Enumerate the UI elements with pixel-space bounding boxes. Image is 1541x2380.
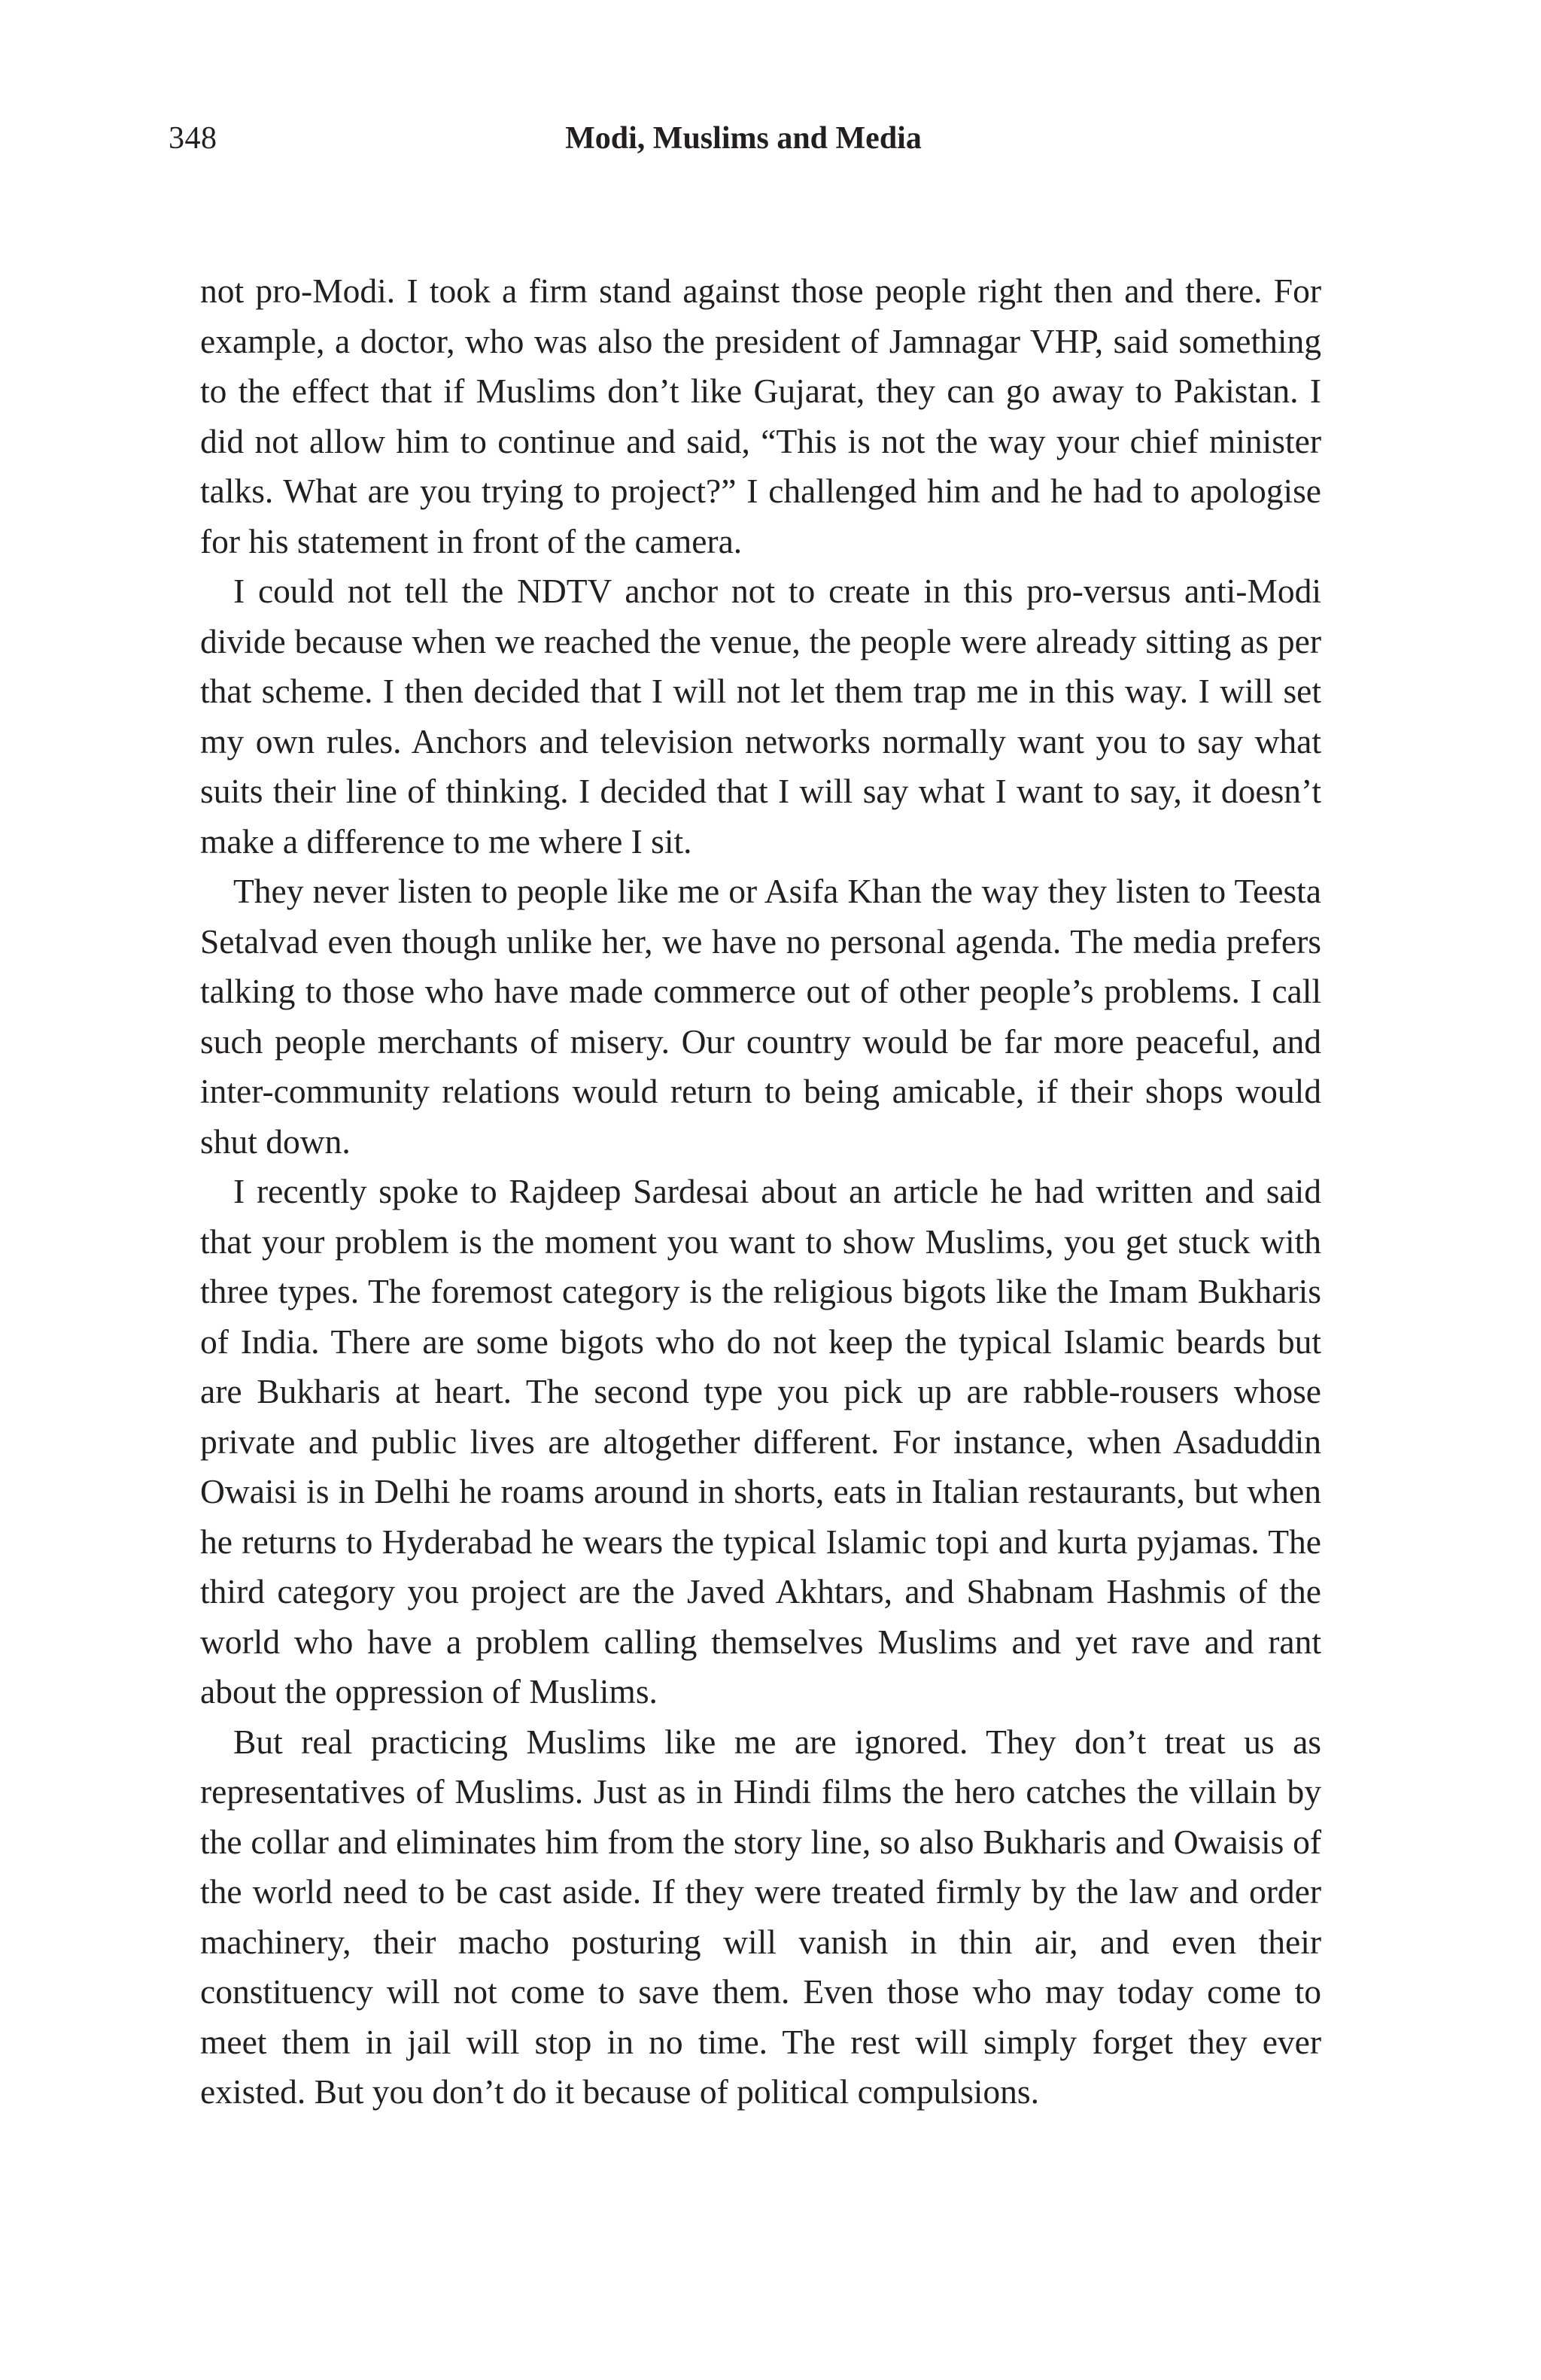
body-text (200, 266, 1321, 2117)
running-head-title: Modi, Muslims and Media (565, 121, 922, 156)
page-number: 348 (169, 121, 217, 156)
paragraph-3: They never listen to people like me or Asifa Khan the way they listen to Teesta Setalvad even though unlike her, we have no personal agenda. The media prefers talking to those who have made commerce out of other people’s problems. I call such people merchants of misery. Our country would be far more peaceful, and inter-community relations would return to being amicable, if their shops would shut down. (200, 872, 1321, 1161)
paragraph-1: not pro-Modi. I took a firm stand against those people right then and there. For example, a doctor, who was also the president of Jamnagar VHP, said something to the effect that if Muslims don’t like Gujarat, they can go away to Pakistan. I did not allow him to continue and said, “This is not the way your chief minister talks. What are you trying to project?” I challenged him and he had to apologise for his statement in front of the camera. (200, 272, 1321, 560)
paragraph-2: I could not tell the NDTV anchor not to create in this pro-versus anti-Modi divide because when we reached the venue, the people were already sitting as per that scheme. I then decided that I will not let them trap me in this way. I will set my own rules. Anchors and television networks normally want you to say what suits their line of thinking. I decided that I will say what I want to say, it doesn’t make a difference to me where I sit. (200, 572, 1321, 861)
paragraph-4: I recently spoke to Rajdeep Sardesai about an article he had written and said that your problem is the moment you want to show Muslims, you get stuck with three types. The foremost category is the religious bigots like the Imam Bukharis of India. There are some bigots who do not keep the typical Islamic beards but are Bukharis at heart. The second type you pick up are rabble-rousers whose private and public lives are altogether different. For instance, when Asaduddin Owaisi is in Delhi he roams around in shorts, eats in Italian restaurants, but when he returns to Hyderabad he wears the typical Islamic topi and kurta pyjamas. The third category you project are the Javed Akhtars, and Shabnam Hashmis of the world who have a problem calling themselves Muslims and yet rave and rant about the oppression of Muslims. (200, 1172, 1321, 1711)
page-header (0, 116, 1541, 161)
paragraph-5: But real practicing Muslims like me are ignored. They don’t treat us as representatives of Muslims. Just as in Hindi films the hero catches the villain by the collar and eliminates him from the story line, so also Bukharis and Owaisis of the world need to be cast aside. If they were treated firmly by the law and order machinery, their macho posturing will vanish in thin air, and even their constituency will not come to save them. Even those who may today come to meet them in jail will stop in no time. The rest will simply forget they ever existed. But you don’t do it because of political compulsions. (200, 1722, 1321, 2111)
